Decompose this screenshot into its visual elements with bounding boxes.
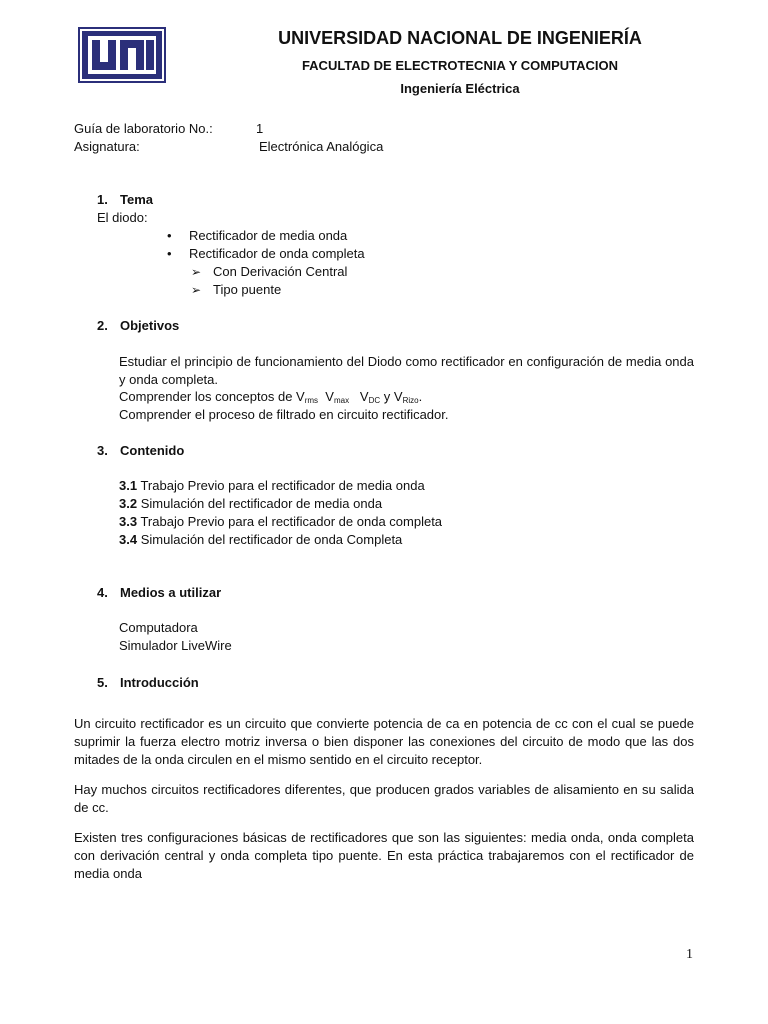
objective-paragraph-1: Estudiar el principio de funcionamiento del Diodo como rectificador en configuración de media onda y onda completa. bbox=[119, 354, 694, 387]
intro-paragraph-1: Un circuito rectificador es un circuito que convierte potencia de ca en potencia de cc con el cual se puede suprimir la fuerza electro motriz inversa o bien disponer las conexiones del circuito de modo que las dos mitades de la onda circulen en el mismo sentido en el circuito receptor. bbox=[74, 716, 694, 767]
content-item: 3.1 Trabajo Previo para el rectificador de media onda bbox=[119, 478, 425, 493]
program-name: Ingeniería Eléctrica bbox=[400, 81, 520, 96]
bullet-item: • Rectificador de media onda bbox=[167, 228, 348, 243]
intro-paragraph-2: Hay muchos circuitos rectificadores diferentes, que producen grados variables de alisamiento en su salida de cc. bbox=[74, 782, 694, 815]
bullet-dot-icon: • bbox=[167, 228, 172, 243]
sub-item: ➢ Tipo puente bbox=[191, 282, 282, 297]
section-5-number: 5. bbox=[97, 675, 108, 690]
faculty-name: FACULTAD DE ELECTROTECNIA Y COMPUTACION bbox=[301, 58, 619, 73]
section-1-intro: El diodo: bbox=[97, 210, 148, 225]
content-item: 3.3 Trabajo Previo para el rectificador de onda completa bbox=[119, 514, 443, 529]
arrow-bullet-icon: ➢ bbox=[191, 283, 202, 297]
section-4-title: Medios a utilizar bbox=[120, 585, 222, 600]
section-4-number: 4. bbox=[97, 585, 108, 600]
intro-paragraph-3: Existen tres configuraciones básicas de rectificadores que son las siguientes: media onda, onda completa con derivación central y onda completa tipo puente. En esta práctica trabajaremos con el rectificador de media onda bbox=[74, 830, 694, 881]
subject-value: Electrónica Analógica bbox=[259, 139, 384, 154]
section-5-title: Introducción bbox=[120, 675, 199, 690]
section-2-title: Objetivos bbox=[120, 318, 180, 333]
bullet-dot-icon: • bbox=[167, 246, 172, 261]
media-item: Computadora bbox=[119, 620, 198, 635]
content-item: 3.2 Simulación del rectificador de media onda bbox=[119, 496, 383, 511]
university-logo bbox=[78, 27, 166, 83]
logo-text: UNI bbox=[80, 29, 82, 30]
subject-label: Asignatura: bbox=[74, 139, 140, 154]
sub-item: ➢ Con Derivación Central bbox=[191, 264, 348, 279]
bullet-item: • Rectificador de onda completa bbox=[167, 246, 365, 261]
section-1-number: 1. bbox=[97, 192, 108, 207]
objective-paragraph-3: Comprender el proceso de filtrado en circuito rectificador. bbox=[119, 407, 449, 422]
page-number: 1 bbox=[686, 947, 693, 962]
guide-value: 1 bbox=[256, 121, 264, 136]
guide-label: Guía de laboratorio No.: bbox=[74, 121, 213, 136]
arrow-bullet-icon: ➢ bbox=[191, 265, 202, 279]
section-1-title: Tema bbox=[120, 192, 153, 207]
section-2-number: 2. bbox=[97, 318, 108, 333]
university-name: UNIVERSIDAD NACIONAL DE INGENIERÍA bbox=[278, 28, 642, 48]
content-item: 3.4 Simulación del rectificador de onda Completa bbox=[119, 532, 403, 547]
section-3-title: Contenido bbox=[120, 443, 185, 458]
media-item: Simulador LiveWire bbox=[119, 638, 232, 653]
section-3-number: 3. bbox=[97, 443, 108, 458]
objective-paragraph-2: Comprender los conceptos de $V_{rms}$ $V_{max}$ $V_{DC}$ y $V_{Rizo}$. bbox=[119, 389, 423, 405]
